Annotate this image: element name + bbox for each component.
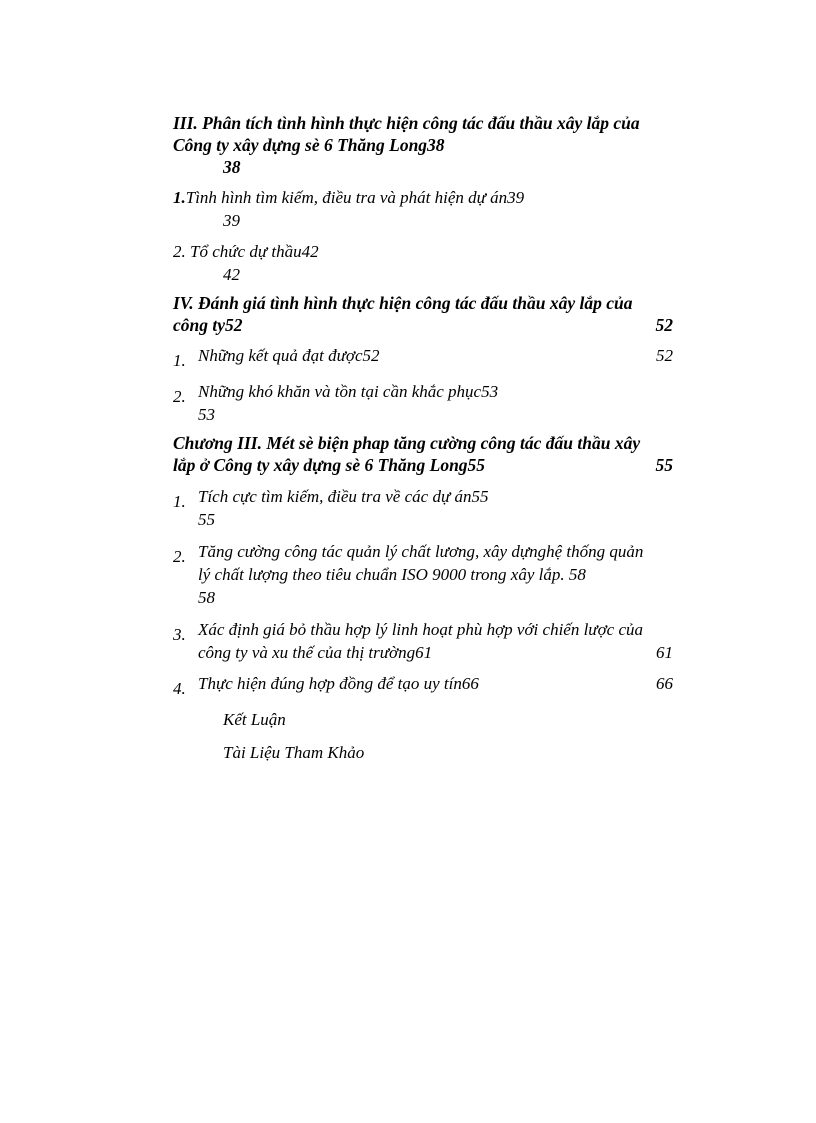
toc-section-3-line2: Công ty xây dựng sè 6 Thăng Long38 [173, 135, 445, 155]
toc-item-c3-3-line1: Xác định giá bỏ thầu hợp lý linh hoạt phù hợp với chiến lược của [198, 620, 643, 639]
toc-item-c3-2 [173, 540, 673, 609]
table-of-contents [173, 112, 673, 764]
toc-item-c3-1-text: Tích cực tìm kiếm, điều tra về các dự án55 [198, 487, 489, 506]
toc-references-text: Tài Liệu Tham Khảo [223, 743, 365, 762]
toc-section-3-page: 38 [223, 157, 241, 177]
toc-item-4-2 [173, 380, 673, 426]
toc-item-3-2-text: Tổ chức dự thầu42 [190, 242, 319, 261]
toc-item-4-2-num: 2. [173, 387, 186, 406]
toc-item-4-1-page: 52 [656, 346, 673, 365]
toc-section-4-line1: IV. Đánh giá tình hình thực hiện công tác đấu thầu xây lắp của [173, 293, 633, 313]
toc-section-4 [173, 292, 673, 336]
toc-item-c3-4 [173, 672, 673, 700]
toc-item-4-2-page: 53 [198, 405, 215, 424]
toc-section-3 [173, 112, 673, 178]
toc-item-3-2 [173, 240, 673, 286]
toc-references [173, 741, 673, 764]
toc-conclusion-text: Kết Luận [223, 710, 286, 729]
toc-item-c3-1-page: 55 [198, 510, 215, 529]
toc-item-c3-3 [173, 618, 673, 664]
toc-chapter-3 [173, 432, 673, 476]
toc-item-c3-4-text: Thực hiện đúng hợp đồng để tạo uy tín66 [198, 674, 479, 693]
toc-item-4-1-num: 1. [173, 351, 186, 370]
toc-item-3-1-num: 1. [173, 188, 186, 207]
toc-item-4-2-text: Những khó khăn và tồn tại cần khắc phục53 [198, 382, 499, 401]
toc-chapter-3-line2: lắp ở Công ty xây dựng sè 6 Thăng Long55 [173, 455, 486, 475]
toc-item-3-1 [173, 186, 673, 232]
toc-section-4-page: 52 [655, 315, 673, 335]
toc-item-c3-2-line1: Tăng cường công tác quản lý chất lương, xây dựnghệ thống quản [198, 542, 644, 561]
toc-chapter-3-line1: Chương III. Mét sè biện phap tăng cường công tác đấu thầu xây [173, 433, 641, 453]
toc-item-c3-3-line2: công ty và xu thế của thị trường61 [198, 643, 433, 662]
toc-item-c3-4-page: 66 [656, 674, 673, 693]
toc-section-3-line1: III. Phân tích tình hình thực hiện công tác đấu thầu xây lắp của [173, 113, 640, 133]
toc-item-c3-2-num: 2. [173, 547, 186, 566]
toc-item-c3-2-page: 58 [198, 588, 215, 607]
toc-item-c3-1 [173, 485, 673, 531]
toc-item-4-1-text: Những kết quả đạt được52 [198, 346, 380, 365]
toc-conclusion [173, 708, 673, 731]
toc-item-3-1-page: 39 [223, 211, 240, 230]
toc-item-3-2-page: 42 [223, 265, 240, 284]
toc-section-4-line2: công ty52 [173, 315, 243, 335]
toc-item-c3-3-num: 3. [173, 625, 186, 644]
toc-item-c3-1-num: 1. [173, 492, 186, 511]
toc-item-c3-3-page: 61 [656, 643, 673, 662]
toc-item-3-2-num: 2. [173, 242, 186, 261]
toc-item-4-1 [173, 344, 673, 372]
toc-chapter-3-page: 55 [655, 455, 673, 475]
toc-item-c3-4-num: 4. [173, 679, 186, 698]
toc-item-3-1-text: Tình hình tìm kiếm, điều tra và phát hiện dự án39 [185, 188, 525, 207]
toc-item-c3-2-line2: lý chất lượng theo tiêu chuẩn ISO 9000 trong xây lắp. 58 [198, 565, 586, 584]
